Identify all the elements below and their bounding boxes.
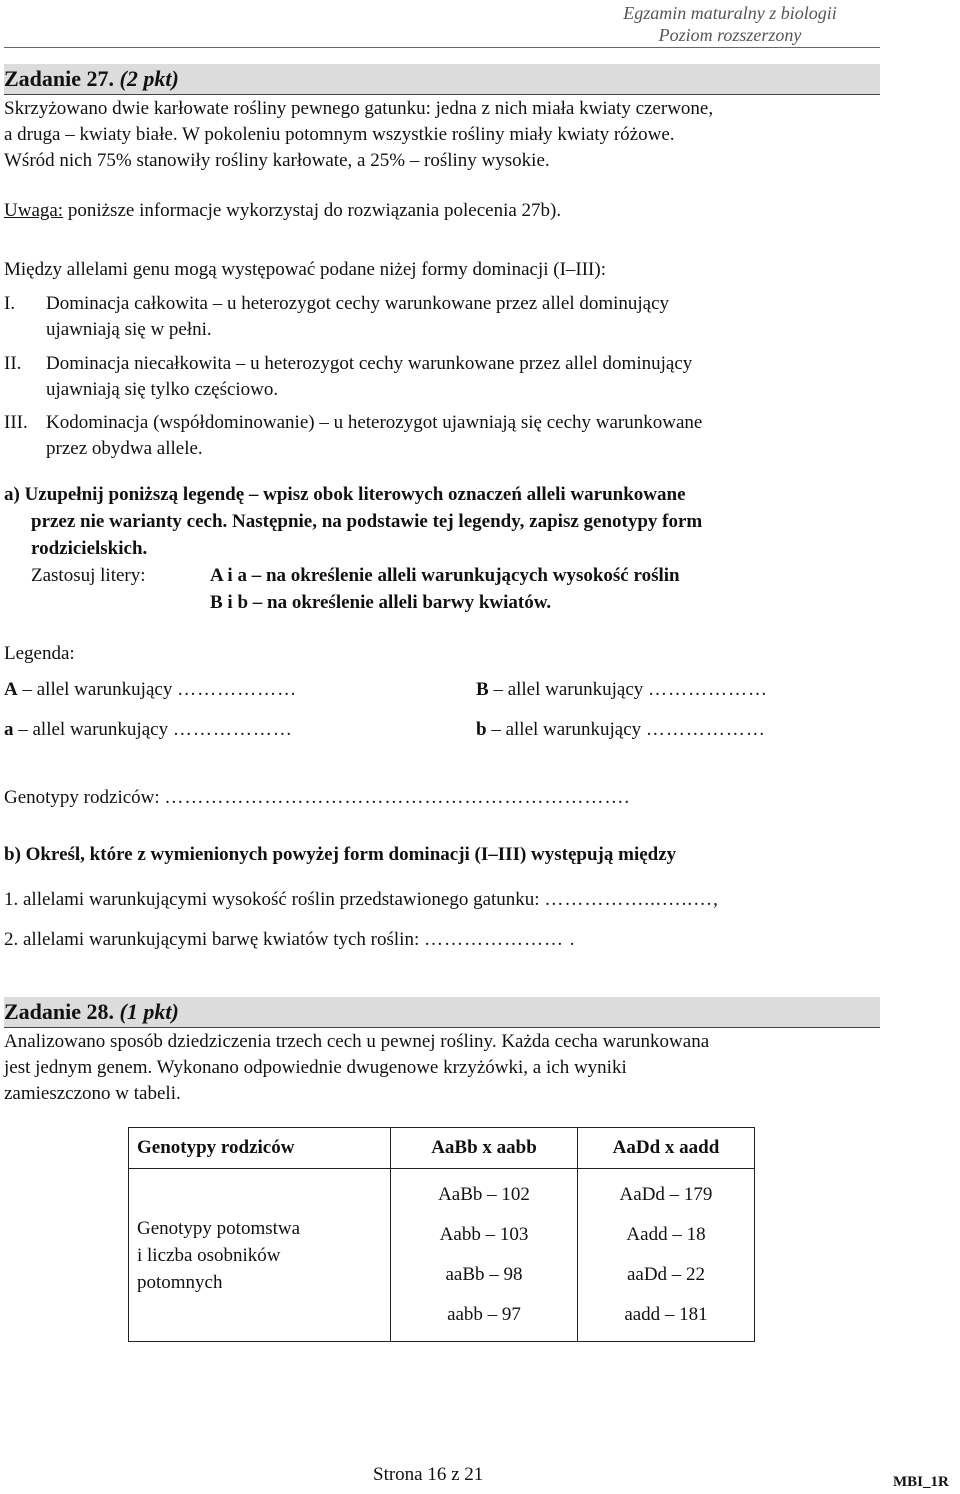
exam-level: Poziom rozszerzony	[658, 25, 802, 45]
table-cell: Aadd – 18	[626, 1224, 706, 1245]
table-header: AaBb x aabb	[391, 1128, 578, 1169]
task27-heading	[4, 64, 880, 94]
row-label-line: i liczba osobników	[137, 1244, 281, 1266]
table-cell: aabb – 97	[447, 1304, 521, 1325]
note-label: Uwaga:	[4, 200, 64, 221]
form-text: ujawniają się w pełni.	[46, 319, 212, 340]
answer-b1-text: 1. allelami warunkującymi wysokość roślin przedstawionego gatunku:	[4, 889, 545, 910]
letters-line: A i a – na określenie alleli warunkujących wysokość roślin	[210, 565, 680, 586]
answer-dots[interactable]: …………………………………………………………….	[164, 787, 631, 808]
question-b: b) Określ, które z wymienionych powyżej form dominacji (I–III) występują między	[4, 844, 677, 865]
page-number: Strona 16 z 21	[373, 1464, 484, 1485]
intro-line: jest jednym genem. Wykonano odpowiednie dwugenowe krzyżówki, a ich wyniki	[4, 1057, 627, 1078]
form-number: II.	[4, 353, 22, 374]
form-text: przez obydwa allele.	[46, 438, 203, 459]
answer-dots[interactable]: ………………	[648, 679, 769, 700]
table-cell: AaBb – 102	[438, 1184, 530, 1205]
task28-rule	[4, 1027, 880, 1028]
answer-dots[interactable]: ………………	[645, 719, 766, 740]
legend-text: – allel warunkujący	[17, 679, 178, 700]
header-rule	[4, 47, 880, 48]
task27-rule	[4, 94, 880, 95]
exam-code: MBI_1R	[893, 1474, 949, 1490]
answer-dots[interactable]: ………………	[172, 719, 293, 740]
form-text: ujawniają się tylko częściowo.	[46, 379, 279, 400]
form-item	[4, 291, 880, 343]
allele-letter: b	[476, 719, 487, 740]
table-row-label	[129, 1169, 391, 1342]
table-cell: aaDd – 22	[626, 1264, 706, 1285]
legend-label: Legenda:	[4, 643, 75, 664]
task28-title: Zadanie 28.	[4, 999, 115, 1024]
allele-letter: a	[4, 719, 14, 740]
table-row	[129, 1169, 755, 1342]
legend-b-field[interactable]	[476, 717, 766, 743]
task28-heading	[4, 997, 880, 1027]
table-cell: Aabb – 103	[439, 1224, 529, 1245]
legend-text: – allel warunkujący	[13, 719, 173, 740]
question-a-line: a) Uzupełnij poniższą legendę – wpisz obok literowych oznaczeń alleli warunkowane	[4, 484, 686, 505]
forms-intro: Między allelami genu mogą występować podane niżej formy dominacji (I–III):	[4, 259, 606, 280]
exam-title: Egzamin maturalny z biologii	[623, 3, 837, 23]
intro-line: a druga – kwiaty białe. W pokoleniu potomnym wszystkie rośliny miały kwiaty różowe.	[4, 124, 675, 145]
allele-letter: A	[4, 679, 18, 700]
task27-title: Zadanie 27.	[4, 66, 115, 91]
form-text: Dominacja całkowita – u heterozygot cechy warunkowane przez allel dominujący	[46, 293, 670, 314]
intro-line: Skrzyżowano dwie karłowate rośliny pewnego gatunku: jedna z nich miała kwiaty czerwone,	[4, 98, 714, 119]
question-a	[4, 481, 880, 562]
offspring-list-1	[391, 1169, 578, 1342]
answer-dots[interactable]: ………………	[177, 679, 298, 700]
task28-points: (1 pkt)	[119, 999, 179, 1024]
answer-dots[interactable]: ………………… .	[424, 929, 576, 950]
letters-info	[210, 562, 680, 616]
task28-intro	[4, 1029, 880, 1107]
legend-text: – allel warunkujący	[488, 679, 649, 700]
table-cell: aaBb – 98	[445, 1264, 523, 1285]
form-item	[4, 410, 880, 462]
table-cell: aadd – 181	[624, 1304, 708, 1325]
question-a-line: przez nie warianty cech. Następnie, na podstawie tej legendy, zapisz genotypy form	[31, 511, 703, 532]
genotypes-label: Genotypy rodziców:	[4, 787, 165, 808]
note-text: poniższe informacje wykorzystaj do rozwiązania polecenia 27b).	[63, 200, 562, 221]
answer-b2-text: 2. allelami warunkującymi barwę kwiatów tych roślin:	[4, 929, 424, 950]
row-label-line: Genotypy potomstwa	[137, 1217, 301, 1239]
crosses-table	[128, 1127, 755, 1342]
intro-line: Analizowano sposób dziedziczenia trzech cech u pewnej rośliny. Każda cecha warunkowana	[4, 1031, 710, 1052]
task27-intro	[4, 96, 880, 174]
answer-b1-field[interactable]	[4, 887, 719, 913]
task27-points: (2 pkt)	[119, 66, 179, 91]
legend-A-field[interactable]	[4, 677, 297, 703]
row-label-line: potomnych	[137, 1271, 223, 1293]
letters-line: B i b – na określenie alleli barwy kwiatów.	[210, 592, 552, 613]
table-cell: AaDd – 179	[619, 1184, 713, 1205]
offspring-list-2	[578, 1169, 755, 1342]
genotypes-field[interactable]	[4, 785, 630, 811]
legend-text: – allel warunkujący	[486, 719, 646, 740]
intro-line: zamieszczono w tabeli.	[4, 1083, 181, 1104]
legend-B-field[interactable]	[476, 677, 768, 703]
page-header	[580, 2, 880, 46]
question-a-line: rodzicielskich.	[31, 538, 148, 559]
form-text: Kodominacja (współdominowanie) – u heterozygot ujawniają się cechy warunkowane	[46, 412, 703, 433]
answer-b2-field[interactable]	[4, 927, 576, 953]
intro-line: Wśród nich 75% stanowiły rośliny karłowate, a 25% – rośliny wysokie.	[4, 150, 550, 171]
allele-letter: B	[476, 679, 489, 700]
form-text: Dominacja niecałkowita – u heterozygot cechy warunkowane przez allel dominujący	[46, 353, 693, 374]
letters-label: Zastosuj litery:	[31, 565, 146, 586]
form-number: III.	[4, 412, 28, 433]
legend-a-field[interactable]	[4, 717, 293, 743]
table-row	[129, 1128, 755, 1169]
task27-note	[4, 198, 880, 224]
table-header: Genotypy rodziców	[129, 1128, 391, 1169]
answer-dots[interactable]: ……………...…..…,	[544, 889, 719, 910]
form-number: I.	[4, 293, 16, 314]
form-item	[4, 351, 880, 403]
table-header: AaDd x aadd	[578, 1128, 755, 1169]
